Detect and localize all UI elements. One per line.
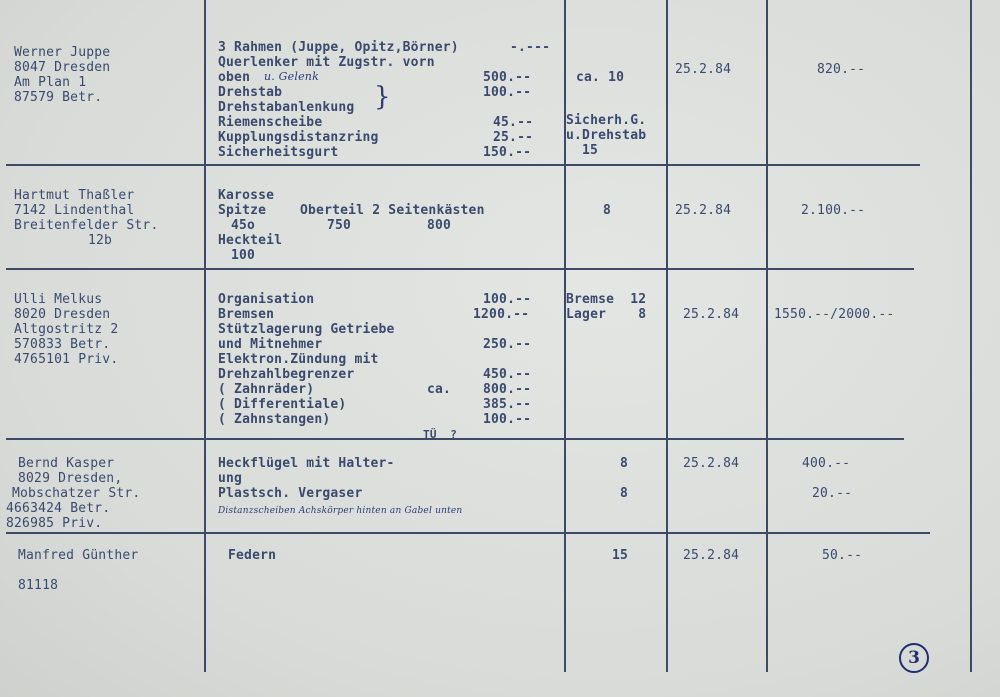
item-text: Federn: [228, 548, 277, 563]
total: 50.--: [822, 548, 863, 563]
total: 2.100.--: [801, 203, 866, 218]
address-line: Hartmut Thaßler: [14, 188, 135, 203]
item-text: Spitze: [218, 203, 267, 218]
address-line: Manfred Günther: [18, 548, 139, 563]
price: 100.--: [483, 412, 532, 427]
column-divider: [204, 0, 206, 672]
item-text: Drehzahlbegrenzer: [218, 367, 355, 382]
date: 25.2.84: [675, 203, 732, 218]
item-text: ( Differentiale): [218, 397, 347, 412]
item-text: oben: [218, 70, 251, 85]
address-line: 87579 Betr.: [14, 90, 103, 105]
row-divider: [6, 164, 920, 166]
item-text: Drehstab: [218, 85, 283, 100]
item-text: und Mitnehmer: [218, 337, 323, 352]
item-text: Sicherheitsgurt: [218, 145, 339, 160]
address-line: 4765101 Priv.: [14, 352, 119, 367]
handwritten-note: Distanzscheiben Achskörper hinten an Gabel unten: [218, 506, 463, 516]
address-line: Bernd Kasper: [18, 456, 115, 471]
total: 1550.--/2000.--: [774, 307, 895, 322]
address-line: 826985 Priv.: [6, 516, 103, 531]
item-text: Bremsen: [218, 307, 275, 322]
address-line: 81118: [18, 578, 59, 593]
quantity: u.Drehstab: [566, 128, 647, 143]
handwritten-brace: }: [374, 82, 391, 112]
item-text: Heckteil: [218, 233, 283, 248]
quantity: ca. 10: [576, 70, 625, 85]
item-text: Oberteil 2 Seitenkästen: [300, 203, 485, 218]
quantity: Lager 8: [566, 307, 647, 322]
address-line: 8020 Dresden: [14, 307, 111, 322]
price: -.---: [510, 40, 551, 55]
date: 25.2.84: [683, 307, 740, 322]
item-text: Drehstabanlenkung: [218, 100, 355, 115]
price: 500.--: [483, 70, 532, 85]
price: 100.--: [483, 85, 532, 100]
price: 25.--: [493, 130, 534, 145]
price: 150.--: [483, 145, 532, 160]
quantity: 15: [612, 548, 629, 563]
address-line: Mobschatzer Str.: [12, 486, 141, 501]
price: 250.--: [483, 337, 532, 352]
item-text: ung: [218, 471, 243, 486]
price: 1200.--: [473, 307, 530, 322]
approx-label: ca.: [427, 382, 452, 397]
quantity: Sicherh.G.: [566, 113, 647, 128]
quantity: 15: [582, 143, 599, 158]
item-text: Elektron.Zündung mit: [218, 352, 379, 367]
total: 20.--: [812, 486, 853, 501]
item-text: 45o: [231, 218, 256, 233]
item-text: 750: [327, 218, 352, 233]
item-text: Kupplungsdistanzring: [218, 130, 379, 145]
quantity: 8: [603, 203, 612, 218]
item-text: Riemenscheibe: [218, 115, 323, 130]
price: 800.--: [483, 382, 532, 397]
date: 25.2.84: [683, 456, 740, 471]
inspection-note: TÜ ?: [423, 428, 458, 441]
address-line: 570833 Betr.: [14, 337, 111, 352]
address-line: 8047 Dresden: [14, 60, 111, 75]
address-line: 4663424 Betr.: [6, 501, 111, 516]
price: 450.--: [483, 367, 532, 382]
address-line: 12b: [88, 233, 113, 248]
handwritten-note: u. Gelenk: [264, 70, 319, 83]
quantity: 8: [620, 456, 629, 471]
item-text: Stützlagerung Getriebe: [218, 322, 395, 337]
address-line: Am Plan 1: [14, 75, 87, 90]
item-text: Querlenker mit Zugstr. vorn: [218, 55, 435, 70]
address-line: 8029 Dresden,: [18, 471, 123, 486]
price: 100.--: [483, 292, 532, 307]
address-line: Breitenfelder Str.: [14, 218, 159, 233]
column-divider: [666, 0, 668, 672]
quantity: Bremse 12: [566, 292, 647, 307]
date: 25.2.84: [683, 548, 740, 563]
page-number: 3: [899, 643, 929, 673]
column-divider: [766, 0, 768, 672]
item-text: 800: [427, 218, 452, 233]
item-text: ( Zahnstangen): [218, 412, 331, 427]
address-line: 7142 Lindenthal: [14, 203, 135, 218]
address-line: Ulli Melkus: [14, 292, 103, 307]
item-text: Plastsch. Vergaser: [218, 486, 363, 501]
column-divider: [564, 0, 566, 672]
quantity: 8: [620, 486, 629, 501]
item-text: 100: [231, 248, 256, 263]
price: 385.--: [483, 397, 532, 412]
address-line: Werner Juppe: [14, 45, 111, 60]
item-text: Heckflügel mit Halter-: [218, 456, 395, 471]
date: 25.2.84: [675, 62, 732, 77]
row-divider: [6, 268, 914, 270]
item-text: Organisation: [218, 292, 315, 307]
total: 820.--: [817, 62, 866, 77]
address-line: Altgostritz 2: [14, 322, 119, 337]
price: 45.--: [493, 115, 534, 130]
total: 400.--: [802, 456, 851, 471]
item-text: 3 Rahmen (Juppe, Opitz,Börner): [218, 40, 459, 55]
item-text: Karosse: [218, 188, 275, 203]
column-divider: [970, 0, 972, 672]
item-text: ( Zahnräder): [218, 382, 315, 397]
row-divider: [6, 532, 930, 534]
